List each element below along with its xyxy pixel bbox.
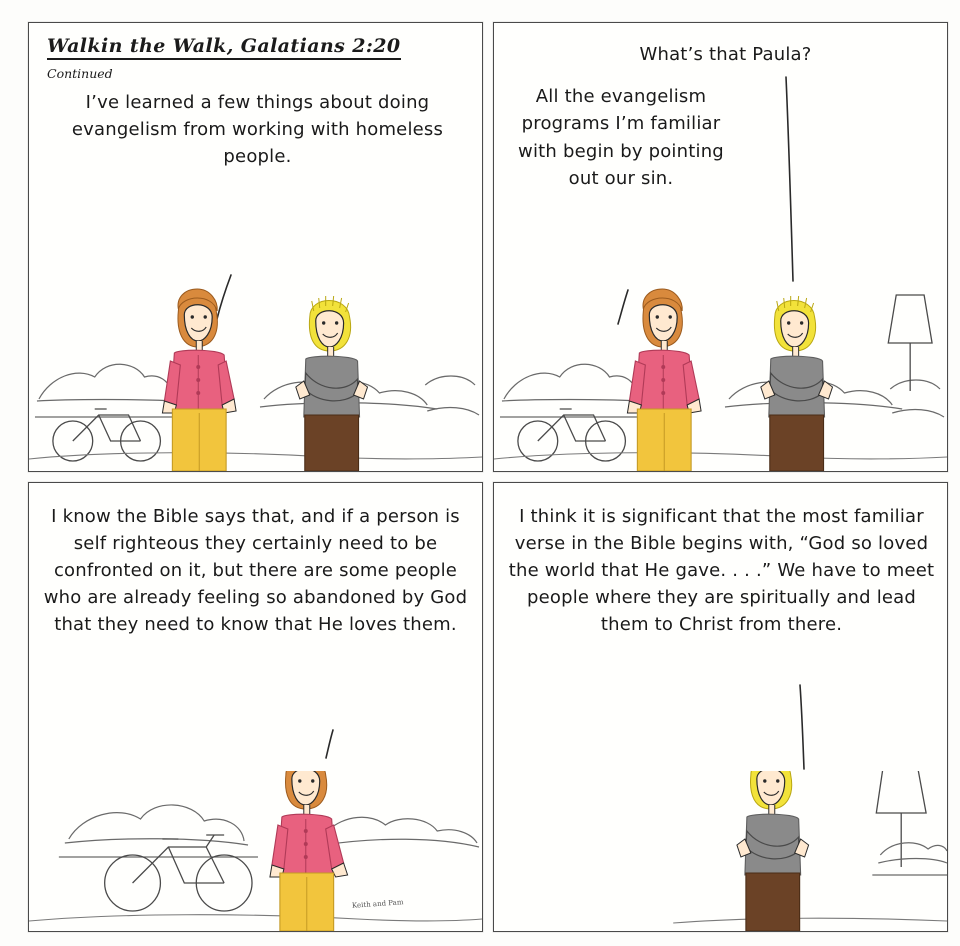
character-woman-orange-hair <box>627 289 701 471</box>
scene-panel-2 <box>494 281 947 471</box>
character-woman-yellow-hair <box>296 296 368 471</box>
character-woman-orange-hair <box>270 771 348 931</box>
speech-text-panel-1: I’ve learned a few things about doing evangelism from working with homeless people. <box>71 92 444 167</box>
artist-signature: Keith and Pam <box>352 898 405 911</box>
comic-title: Walkin the Walk, Galatians 2:20 <box>47 35 401 60</box>
speech-text-panel-4: I think it is significant that the most familiar verse in the Bible begins with, “God so loved the world that He gave. . . .” We have to meet people where they are spiritually and lead them to Christ from there. <box>508 506 935 635</box>
lamp-post-icon <box>876 771 926 867</box>
speech-tail-panel-3 <box>321 728 341 762</box>
scene-panel-3 <box>29 771 482 931</box>
character-woman-yellow-hair <box>761 296 833 471</box>
speech-text-panel-2-left: All the evangelism programs I’m familiar with begin by pointing out our sin. <box>518 86 724 190</box>
character-woman-orange-hair <box>162 289 236 471</box>
comic-panel-3 <box>28 482 483 932</box>
character-woman-yellow-hair <box>737 771 809 931</box>
bicycle-icon <box>105 835 252 911</box>
speech-tail-panel-2-top <box>780 75 800 285</box>
comic-panel-1 <box>28 22 483 472</box>
lamp-post-icon <box>888 295 932 391</box>
comic-panel-2 <box>493 22 948 472</box>
speech-text-panel-2-top: What’s that Paula? <box>639 44 812 65</box>
comic-subtitle: Continued <box>47 66 113 81</box>
comic-panel-4 <box>493 482 948 932</box>
title-block <box>47 35 468 81</box>
scene-panel-4 <box>494 771 947 931</box>
speech-tail-panel-4 <box>794 683 812 773</box>
scene-panel-1 <box>29 281 482 471</box>
speech-text-panel-3: I know the Bible says that, and if a person is self righteous they certainly need to be confronted on it, but there are some people who are already feeling so abandoned by God that they need to know that He loves them. <box>43 506 468 635</box>
